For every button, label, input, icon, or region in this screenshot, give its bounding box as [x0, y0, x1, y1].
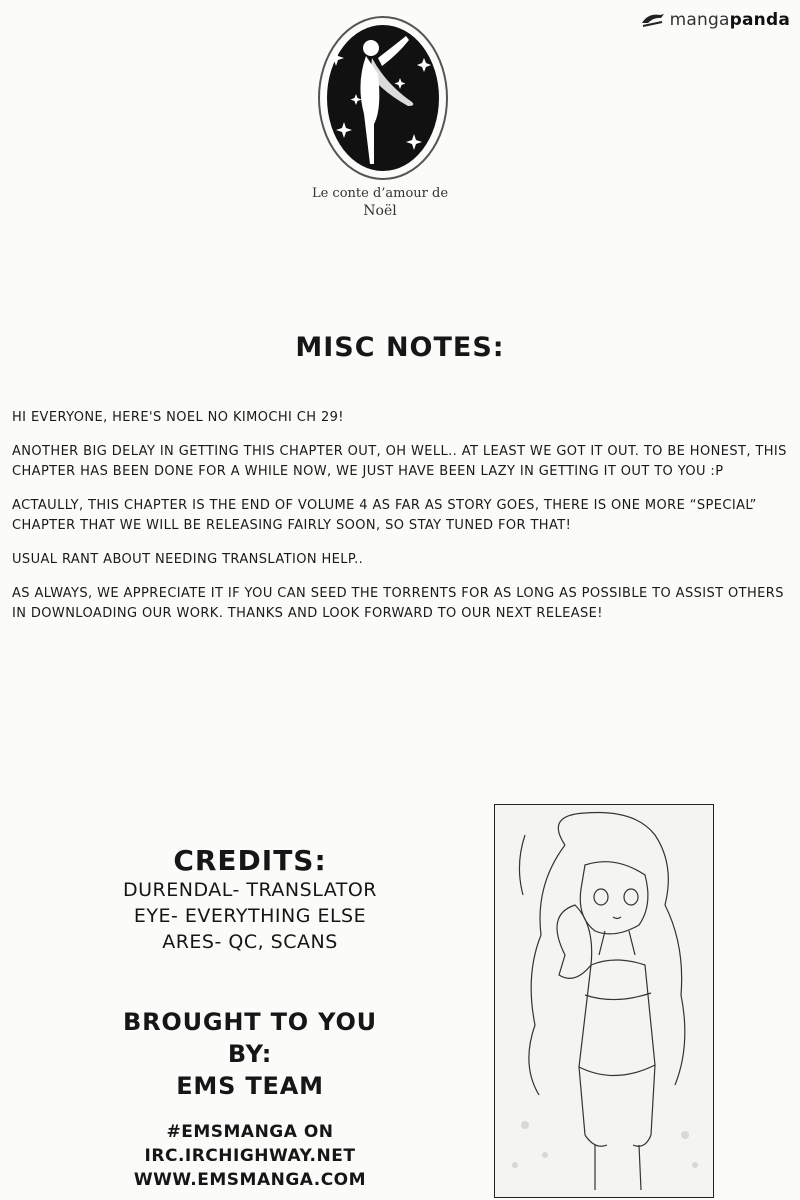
notes-paragraph: ACTAULLY, THIS CHAPTER IS THE END OF VOLUME 4 AS FAR AS STORY GOES, THERE IS ONE MORE “SPECIAL” CHAPTER THAT WE WILL BE RELEASING FAIRLY SOON, SO STAY TUNED FOR THAT! [12, 498, 757, 533]
mangapanda-logo-icon [640, 11, 666, 29]
contact-block [90, 1120, 410, 1192]
notes-title: MISC NOTES: [295, 332, 505, 363]
website-link: WWW.EMSMANGA.COM [133, 1170, 367, 1190]
notes-paragraph: AS ALWAYS, WE APPRECIATE IT IF YOU CAN SEED THE TORRENTS FOR AS LONG AS POSSIBLE TO ASSIST OTHERS IN DOWNLOADING OUR WORK. THANKS AND LOOK FORWARD TO OUR NEXT RELEASE! [12, 586, 784, 621]
credit-line: DURENDAL- TRANSLATOR [122, 879, 377, 901]
notes-paragraph: ANOTHER BIG DELAY IN GETTING THIS CHAPTER OUT, OH WELL.. AT LEAST WE GOT IT OUT. TO BE HONEST, THIS CHAPTER HAS BEEN DONE FOR A WHILE NOW, WE JUST HAVE BEEN LAZY IN GETTING IT OUT TO YOU :P [12, 444, 787, 479]
credit-line: ARES- QC, SCANS [162, 931, 338, 953]
brought-line1: BROUGHT TO YOU [123, 1008, 377, 1036]
notes-body [12, 408, 788, 638]
credits-title: CREDITS: [173, 844, 327, 877]
subtitle-line1: Le conte d’amour de [311, 186, 449, 201]
manga-girl-illustration [494, 804, 714, 1198]
irc-server: IRC.IRCHIGHWAY.NET [144, 1146, 356, 1166]
figure-skater-emblem-icon [316, 14, 450, 182]
brought-line2: BY: [227, 1040, 273, 1068]
credit-line: EYE- EVERYTHING ELSE [133, 905, 367, 927]
credits-block [90, 844, 410, 955]
skater-emblem [316, 14, 450, 182]
watermark-part2: panda [729, 10, 790, 30]
subtitle-line2: Noël [363, 203, 397, 219]
notes-paragraph: USUAL RANT ABOUT NEEDING TRANSLATION HELP.. [12, 552, 364, 567]
notes-paragraph: HI EVERYONE, HERE'S NOEL NO KIMOCHI CH 29! [12, 410, 344, 425]
irc-channel: #EMSMANGA ON [166, 1122, 334, 1142]
brought-block [90, 1006, 410, 1102]
team-name: EMS TEAM [176, 1072, 324, 1100]
mangapanda-watermark [640, 10, 790, 30]
watermark-part1: manga [669, 10, 730, 30]
emblem-subtitle [250, 186, 510, 219]
manga-girl-art [495, 805, 713, 1197]
